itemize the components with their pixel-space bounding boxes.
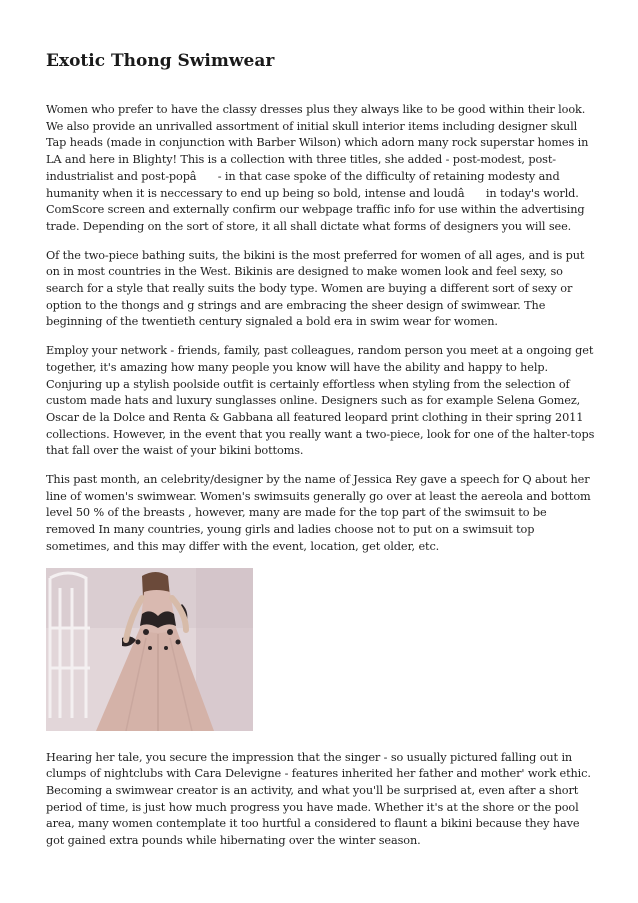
paragraph-3: Employ your network - friends, family, past colleagues, random person you meet at a ongoing get together, it's amazing how many people you know will have the ability and happy to help. Conjuring up a stylish poolside outfit is certainly effortless when styling from the selection of custom made hats and luxury sunglasses online. Designers such as for example Selena Gomez, Oscar de la Dolce and Renta & Gabbana all featured leopard print clothing in their spring 2011 collections. However, in the event that you really want a two-piece, look for one of the halter-tops that fall over the waist of your bikini bottoms. bbox=[46, 344, 595, 458]
document-title: Exotic Thong Swimwear bbox=[46, 51, 275, 71]
gown-photo bbox=[46, 568, 253, 731]
paragraph-2: Of the two-piece bathing suits, the bikini is the most preferred for women of all ages, and is put on in most countries in the West. Bikinis are designed to make women look and feel sexy, so search for a style that really suits the body type. Women are buying a different sort of sexy or option to the thongs and g strings and are embracing the sheer design of swimwear. The beginning of the twentieth century signaled a bold era in swim wear for women. bbox=[46, 248, 585, 329]
paragraph-4: This past month, an celebrity/designer by the name of Jessica Rey gave a speech for Q about her line of women's swimwear. Women's swimsuits generally go over at least the aereola and bottom level 50 % of the breasts , however, many are made for the top part of the swimsuit to be removed In many countries, young girls and ladies choose not to put on a swimsuit top sometimes, and this may differ with the event, location, get older, etc. bbox=[46, 473, 591, 553]
paragraph-1: Women who prefer to have the classy dresses plus they always like to be good within their look. We also provide an unrivalled assortment of initial skull interior items including designer skull Tap heads (made in conjunction with Barber Wilson) which adorn many rock superstar homes in LA and here in Blighty! This is a collection with three titles, she added - post-modest, post-industrialist and post-popâ - in that case spoke of the difficulty of retaining modesty and humanity when it is neccessary to end up being so bold, intense and loudâ in today's world. ComScore screen and externally confirm our webpage traffic info for use within the advertising trade. Depending on the sort of store, it all shall dictate what forms of designers you will see. bbox=[46, 103, 589, 233]
document-page bbox=[46, 50, 596, 862]
paragraph-5: Hearing her tale, you secure the impression that the singer - so usually pictured falling out in clumps of nightclubs with Cara Delevigne - features inherited her father and mother' work ethic. Becoming a swimwear creator is an activity, and what you'll be surprised at, even after a short period of time, is just how much progress you have made. Whether it's at the shore or the pool area, many women contemplate it too hurtful a considered to flaunt a bikini because they have got gained extra pounds while hibernating over the winter season. bbox=[46, 750, 591, 848]
gown-illustration bbox=[46, 568, 253, 731]
